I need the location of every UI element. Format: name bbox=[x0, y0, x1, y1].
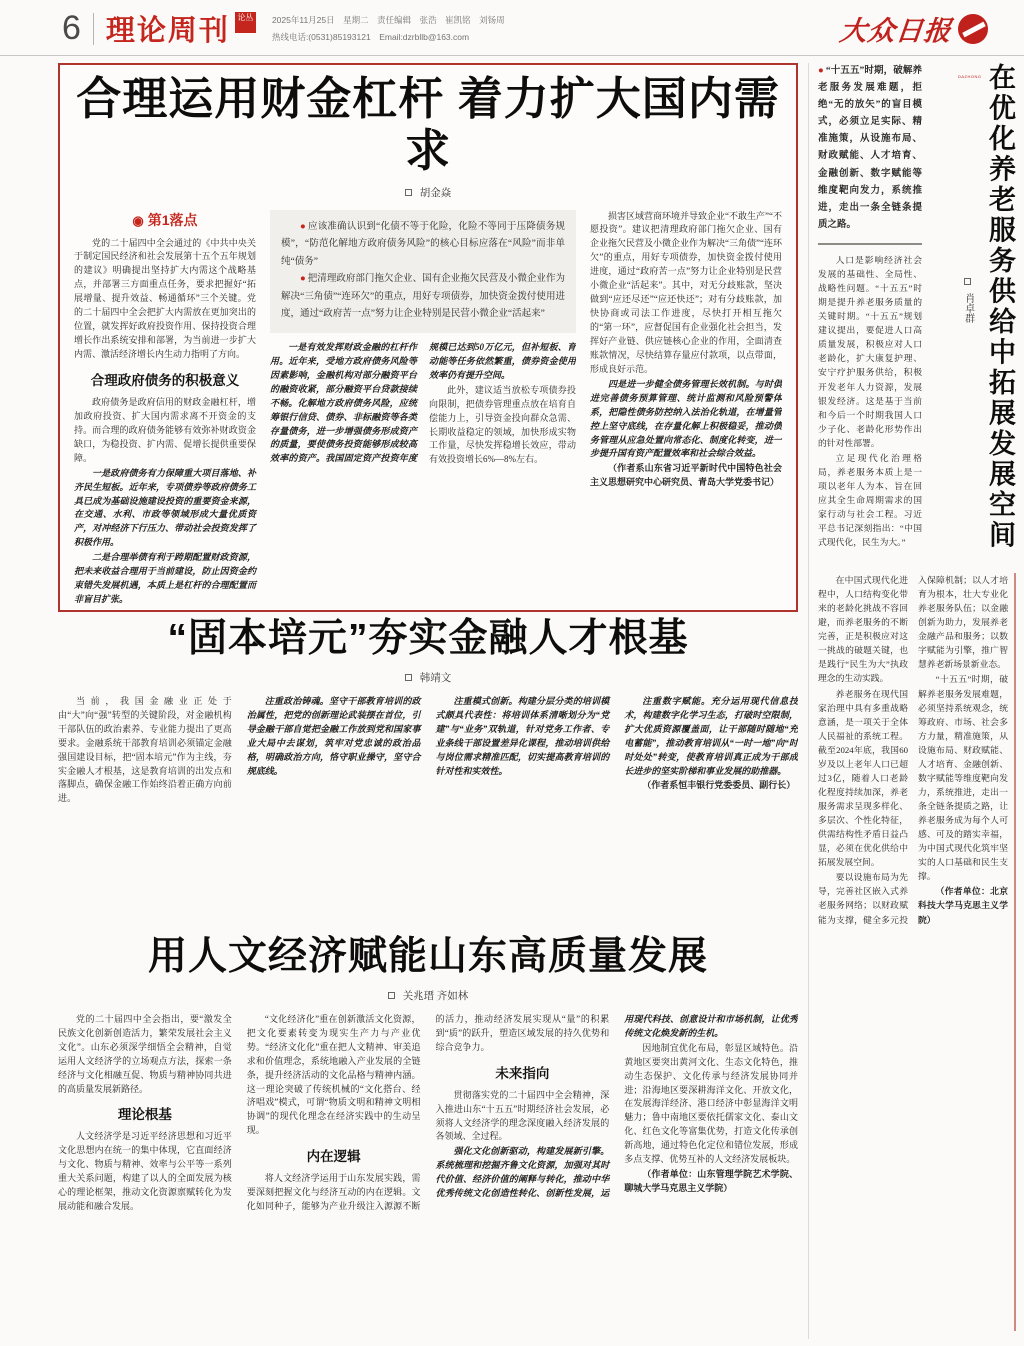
hotline-line: 热线电话:(0531)85193121 Email:dzrbllb@163.com bbox=[271, 31, 470, 42]
article2-paragraph: 注重政治铸魂。坚守干部教育培训的政治属性，把党的创新理论武装摆在首位，引导金融干部自觉把金融工作放到党和国家事业大局中去谋划，筑牢对党忠诚的政治品格，明确政治方向，恪守职业操守，坚守合规底线。 bbox=[246, 695, 421, 776]
article3-columns bbox=[58, 1013, 798, 1319]
rail-top bbox=[818, 63, 1016, 565]
article3-paragraph: 人文经济学是习近平经济思想和习近平文化思想内在统一的集中体现，它直面经济与文化、物质与精神、效率与公平等一系列重大关系问题，构建了以人的全面发展为核心的理论框架，推动文化资源禀赋转化为发展动能和融合发展。 bbox=[58, 1131, 232, 1212]
masthead bbox=[838, 9, 988, 79]
rail-divider bbox=[818, 243, 922, 245]
article1-paragraph: 党的二十届四中全会通过的《中共中央关于制定国民经济和社会发展第十五个五年规划的建议》明确提出坚持扩大内需这个战略基点，并部署三方面重点任务，要求把握好“拓展增量、提升效益、畅通循环”三个关键。党的二十届四中全会把扩大内需放在更加突出的位置，就发挥好政府投资作用、保持投资合理增长作出系统安排和部署，为当前进一步扩大内需、激活经济增长内生动力指明了方向。 bbox=[74, 237, 256, 359]
landing-point-icon: ◉ bbox=[132, 212, 144, 228]
rail-headline-area bbox=[922, 63, 1016, 565]
article1-paragraph: 二是合理举债有利于跨期配置财政资源，把未来收益合理用于当前建设，防止因资金约束错失发展机遇，本质上是杠杆的合理配置而非盲目扩张。 bbox=[74, 552, 256, 605]
article3-paragraph: 党的二十届四中全会指出，要“激发全民族文化创新创造活力，繁荣发展社会主义文化”。山东必须深学细悟全会精神，自觉运用人文经济学的立场观点方法，探索一条经济与文化相融互促、物质与精神协同共进的高质量发展新路径。 bbox=[58, 1013, 232, 1094]
article1-paragraph: 一是政府债务有力保障重大项目落地、补齐民生短板。近年来，专项债券等政府债务工具已成为基础设施建设投资的重要资金来源，在交通、水利、市政等领域形成大量优质资产，对冲经济下行压力、带动社会投资发挥了积极作用。 bbox=[74, 467, 256, 548]
header-meta bbox=[272, 12, 505, 44]
article-fiscal-leverage bbox=[58, 63, 798, 612]
rail-paragraph: “十五五”时期，破解养老服务发展难题，必须坚持系统观念，统筹政府、市场、社会多方力量，精准施策，从设施布局、财政赋能、人才培育、金融创新、数字赋能等维度靶向发力，系统推进，走出一条全链条提质之路，让养老服务成为每个人可感、可及的踏实幸福，为中国式现代化筑牢坚实的人口基础和民生支撑。 bbox=[918, 674, 1008, 882]
article1-columns bbox=[74, 210, 782, 613]
byline-box-icon bbox=[388, 992, 395, 999]
article3-byline: 关兆瑨 齐如林 bbox=[58, 988, 798, 1003]
article3-paragraph: 将人文经济学运用于山东发展实践，需要深刻把握文化与经济互动的内在逻辑。文化如同种子，能够为产业升级注入源源不断的活力，推动经济发展实现从“量”的积累到“质”的跃升，塑造区域发展的持久优势和综合竞争力。 bbox=[246, 1013, 610, 1212]
article1-paragraph: 政府债务是政府信用的财政金融杠杆，增加政府投资、扩大国内需求离不开资金的支持。而合理的政府债务能够有效弥补财政资金缺口，为稳投资、扩内需、促增长提供重要保障。 bbox=[74, 396, 256, 463]
article3-paragraph: “文化经济化”重在创新激活文化资源，把文化要素转变为现实生产力与产业优势。“经济文化化”重在把人文精神、审美追求和价值理念，系统地融入产业发展的全链条，提升经济活动的文化品格与精神内涵。这一理论突破了传统机械的“文化搭台、经济唱戏”模式，可谓“物质文明和精神文明相协调”的现代化理念在经济实践中的生动呈现。 bbox=[246, 1013, 421, 1136]
article1-headline: 合理运用财金杠杆 着力扩大国内需求 bbox=[76, 73, 780, 176]
article1-paragraph: 损害区域营商环境并导致企业“不敢生产”“不愿投资”。建议把清理政府部门拖欠企业、国有企业拖欠民营及小微企业作为解决“三角债”“连环欠”的重点，用好专项债券，加快资金拨付使用进度，通过“政府苦一点”努力让企业特别是民营小微企业“活起来”。其中，对无分歧账款，坚决做到“应还尽还”“应还快还”；对有分歧账款，加快协商或司法工作进度，尽快打开相互拖欠的“第一环”，应督促国有企业强化社会担当，发挥好产业链、供应链核心企业的作用，全面清查账款情况，尽快结算存量应付款项，以点带面，形成良好示范。 bbox=[590, 210, 782, 374]
bullet-icon: ● bbox=[300, 221, 306, 232]
article-elderly-care bbox=[808, 63, 1016, 1339]
article1-subhead1: 合理政府债务的积极意义 bbox=[90, 372, 240, 388]
byline-box-icon bbox=[405, 674, 412, 681]
rail-paragraph: 在中国式现代化进程中，人口结构变化带来的老龄化挑战不容回避，而养老服务的不断完善，正是积极应对这一挑战的破题关键，也是践行“民生为大”执政理念的生动实践。 bbox=[818, 575, 908, 684]
section-title: 理论周刊 bbox=[105, 15, 230, 47]
article-humanistic-economy bbox=[58, 935, 798, 1339]
bullet-icon: ● bbox=[818, 66, 824, 76]
masthead-title: 大众日报 bbox=[838, 16, 954, 46]
rail-byline: 肖卓群 bbox=[961, 278, 976, 565]
article1-col3 bbox=[590, 210, 782, 613]
article2-headline: “固本培元”夯实金融人才根基 bbox=[167, 617, 689, 660]
page-content bbox=[0, 56, 1024, 1339]
article3-subhead1: 理论根基 bbox=[117, 1107, 172, 1123]
article1-byline: 胡金焱 bbox=[74, 185, 782, 200]
masthead-subtitle: DAZHONG bbox=[958, 73, 982, 79]
article3-headline: 用人文经济赋能山东高质量发展 bbox=[147, 935, 708, 978]
bullet-icon: ● bbox=[300, 274, 306, 285]
rail-paragraph: 要以设施布局为先导，完善社区嵌入式养老服务网络；以财政赋能为支撑，健全多元投入保障机制；以人才培育为根本，壮大专业化养老服务队伍；以金融创新为助力，发展养老金融产品和服务；以数字赋能为引擎，推广智慧养老新场景新业态。 bbox=[818, 575, 1008, 925]
page-number: 6 bbox=[62, 9, 81, 47]
article1-attribution: （作者系山东省习近平新时代中国特色社会主义思想研究中心研究员、青岛大学党委书记） bbox=[590, 463, 782, 488]
rail-attribution: （作者单位：北京科技大学马克思主义学院） bbox=[918, 886, 1008, 925]
article2-byline: 韩靖文 bbox=[58, 670, 798, 685]
article2-paragraph: 注重模式创新。构建分层分类的培训模式颇具代表性：将培训体系清晰划分为“党建”与“业务”双轨道，针对党务工作者、专业条线干部设置差异化课程，推动培训供给与岗位需求精准匹配，切实提高教育培训的针对性和实效性。 bbox=[435, 695, 610, 776]
article1-tag: ◉ 第1落点 bbox=[132, 211, 198, 228]
article1-col2 bbox=[270, 210, 576, 613]
article3-paragraph: 因地制宜优化布局，彰显区域特色。沿黄地区要突出黄河文化、生态文化特色，推动生态保护、文化传承与经济发展协同并进；沿海地区要深耕海洋文化、开放文化，在发展海洋经济、港口经济中彰显海洋文明魅力；鲁中南地区要依托儒家文化、泰山文化、红色文化等富集优势，打造文化传承创新高地，通过特色化定位和错位发展，形成多点支撑、优势互补的人文经济发展板块。 bbox=[624, 1042, 798, 1165]
rail-bullet-intro: ● “十五五”时期，破解养老服务发展难题，拒绝“无的放矢”的盲目模式，必须立足实际、精准施策，从设施布局、财政赋能、人才培育、金融创新、数字赋能等维度靶向发力，系统推进，走出一条全链条提质之路。 bbox=[818, 66, 922, 230]
article2-attribution: （作者系恒丰银行党委委员、副行长） bbox=[642, 780, 796, 791]
article3-attribution: （作者单位：山东管理学院艺术学院、聊城大学马克思主义学院） bbox=[624, 1169, 798, 1194]
byline-box-icon bbox=[405, 189, 412, 196]
article2-paragraph: 当前，我国金融业正处于由“大”向“强”转型的关键阶段，对金融机构干部队伍的政治素养、专业能力提出了更高要求。金融系统干部教育培训必须锚定金融强国建设目标，把“固本培元”作为主线，夯实金融人才根基，这是教育培训的出发点和落脚点，确保金融工作始终沿着正确方向前进。 bbox=[58, 695, 232, 804]
rail-intro-column bbox=[818, 63, 922, 565]
rail-headline: 在优化养老服务供给中拓展发展空间 bbox=[985, 63, 1015, 551]
page-header bbox=[0, 0, 1024, 79]
rail-bottom-columns bbox=[818, 573, 1016, 1331]
article3-subhead2: 内在逻辑 bbox=[306, 1149, 361, 1165]
masthead-emblem-icon bbox=[958, 14, 988, 44]
byline-box-icon bbox=[964, 278, 971, 285]
article2-columns bbox=[58, 695, 798, 913]
section-badge: 论丛 bbox=[235, 12, 256, 33]
article3-paragraph: 贯彻落实党的二十届四中全会精神，深入推进山东“十五五”时期经济社会发展，必须将人文经济学的理念深度融入经济发展的各领域、全过程。 bbox=[435, 1089, 610, 1142]
highlight-box bbox=[270, 210, 576, 333]
article1-paragraph: 此外，建议适当放松专项债券投向限制，把债券管理重点放在培育自偿能力上，引导资金投向群众急需、长期收益稳定的领域，加快形成实物工作量，尽快发挥稳增长效应，带动有效投资增长6%—8%左右。 bbox=[429, 384, 576, 465]
article1-paragraph: 四是进一步健全债务管理长效机制。与时俱进完善债务预算管理、统计监测和风险预警体系，把隐性债务防控纳入法治化轨道，在增量管控上坚守底线，在存量化解上积极稳妥，推动债务管理从应急处置向常态化、制度化转变，进一步提升国有资产配置效率和社会综合效益。 bbox=[590, 378, 782, 459]
article1-col2-text bbox=[270, 341, 576, 609]
highlight-bullet: ● 把清理政府部门拖欠企业、国有企业拖欠民营及小微企业作为解决“三角债”“连环欠”的重点，用好专项债券，加快资金拨付使用进度，通过“政府苦一点”努力让企业特别是民营小微企业“活起来” bbox=[281, 274, 565, 320]
article3-paragraph: 强化文化创新驱动，构建发展新引擎。系统梳理和挖掘齐鲁文化资源，加强对其时代价值、经济价值的阐释与转化，推动中华优秀传统文化创造性转化、创新性发展，运用现代科技、创意设计和市场机制，让优秀传统文化焕发新的生机。 bbox=[435, 1013, 798, 1199]
article2-paragraph: 注重数字赋能。充分运用现代信息技术，构建数字化学习生态，打破时空限制，扩大优质资源覆盖面，让干部随时随地“充电蓄能”，推动教育培训从“一时一地”向“时时处处”转变，使教育培训真正成为干部成长进步的坚实阶梯和事业发展的助推器。 bbox=[624, 695, 798, 776]
rail-paragraph: 养老服务在现代国家治理中具有多重战略意涵，是一项关于全体人民福祉的系统工程。截至2024年底，我国60岁及以上老年人口已超过3亿，随着人口老龄化程度持续加深，养老服务需求呈现多样化、多层次、个性化特征，供需结构性矛盾日益凸显，必须在优化供给中拓展发展空间。 bbox=[818, 688, 908, 868]
article3-subhead3: 未来指向 bbox=[495, 1065, 550, 1081]
highlight-bullet: ● 应该准确认识到“化债不等于化险，化险不等同于压降债务规模”，“防范化解地方政府债务风险”的核心目标应落在“风险”而非单纯“债务” bbox=[281, 221, 565, 267]
article-financial-talent bbox=[58, 617, 798, 931]
article1-col1 bbox=[74, 210, 256, 613]
rail-paragraph: 人口是影响经济社会发展的基础性、全局性、战略性问题。“十五五”时期是提升养老服务质量的关键时期。“十五五”规划建议提出，要促进人口高质量发展，积极应对人口老龄化，扩大康复护理、安宁疗护服务供给，积极开发老年人力资源，发展银发经济。这是基于当前和今后一个时期我国人口少子化、老龄化形势作出的针对性部署。 bbox=[818, 254, 922, 448]
article1-paragraph: 一是有效发挥财政金融的杠杆作用。近年来，受地方政府债务风险等因素影响，金融机构对部分融资平台的融资收紧，部分融资平台贷款接续不畅。化解地方政府债务风险，应统筹银行信贷、债券、非标融资等各类存量债务，进一步增强债务形成资产的质量，要使债务投资能够形成较高效率的资产。我国固定资产投资年度规模已达到50万亿元，但补短板、育动能等任务依然繁重，债券资金使用效率仍有提升空间。 bbox=[270, 341, 576, 464]
header-divider bbox=[93, 13, 94, 45]
date-line: 2025年11月25日 星期二 责任编辑 张浩 崔凯铭 刘钖周 bbox=[271, 15, 505, 26]
main-column bbox=[58, 63, 798, 1339]
rail-paragraph: 立足现代化治理格局，养老服务本质上是一项以老年人为本、旨在回应其全生命周期需求的国家行动与社会工程。习近平总书记深刻指出：“中国式现代化，民生为大。” bbox=[818, 452, 922, 548]
